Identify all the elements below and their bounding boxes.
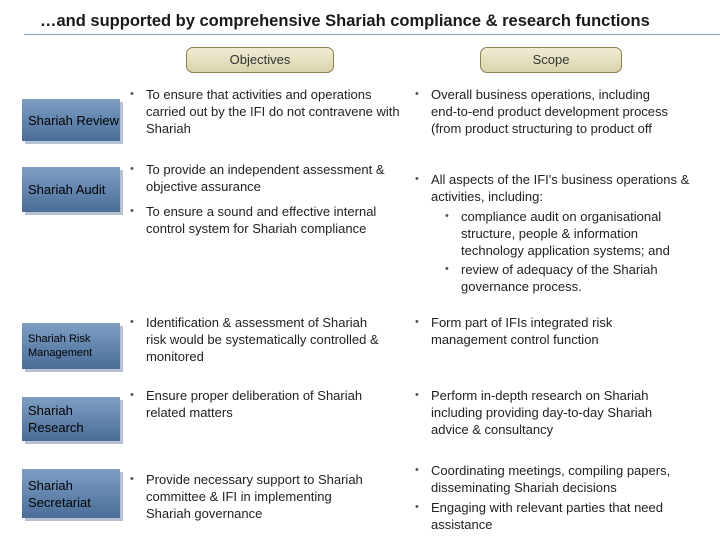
scope-sub-bullet: • review of adequacy of the Shariah governance process. bbox=[445, 262, 658, 294]
scope-bullet: • Form part of IFIs integrated risk management control function bbox=[415, 315, 613, 347]
scope-sub-bullet: • compliance audit on organisational structure, people & information technology application systems; and bbox=[445, 209, 670, 258]
row-label-shariah-audit: Shariah Audit bbox=[22, 167, 120, 212]
scope-bullet: • Perform in-depth research on Shariah including providing day-to-day Shariah advice & consultancy bbox=[415, 388, 653, 437]
objective-bullet: • To ensure a sound and effective internal control system for Shariah compliance bbox=[130, 204, 377, 236]
row-label-shariah-secretariat: Shariah Secretariat bbox=[22, 469, 120, 518]
row-label-shariah-research: Shariah Research bbox=[22, 397, 120, 441]
objective-bullet: • Ensure proper deliberation of Shariah related matters bbox=[130, 388, 363, 420]
objective-bullet: • To ensure that activities and operations carried out by the IFI do not contravene with Shariah bbox=[130, 87, 400, 136]
scope-bullet: • Engaging with relevant parties that need assistance bbox=[415, 500, 663, 532]
title-divider bbox=[24, 34, 720, 35]
row-label-shariah-risk-management: Shariah Risk Management bbox=[22, 323, 120, 369]
scope-bullet: • Overall business operations, including end-to-end product development process (from product structuring to product off bbox=[415, 87, 669, 136]
objectives-header: Objectives bbox=[186, 47, 334, 73]
objective-bullet: • To provide an independent assessment & objective assurance bbox=[130, 162, 385, 194]
objective-bullet: • Provide necessary support to Shariah committee & IFI in implementing Shariah governance bbox=[130, 472, 363, 521]
scope-bullet: • All aspects of the IFI's business operations & activities, including: bbox=[415, 172, 690, 204]
objective-bullet: • Identification & assessment of Shariah risk would be systematically controlled & monitored bbox=[130, 315, 379, 364]
scope-bullet: • Coordinating meetings, compiling papers, disseminating Shariah decisions bbox=[415, 463, 671, 495]
page-title: …and supported by comprehensive Shariah compliance & research functions bbox=[40, 12, 650, 30]
row-label-shariah-review: Shariah Review bbox=[22, 99, 120, 141]
scope-header: Scope bbox=[480, 47, 622, 73]
